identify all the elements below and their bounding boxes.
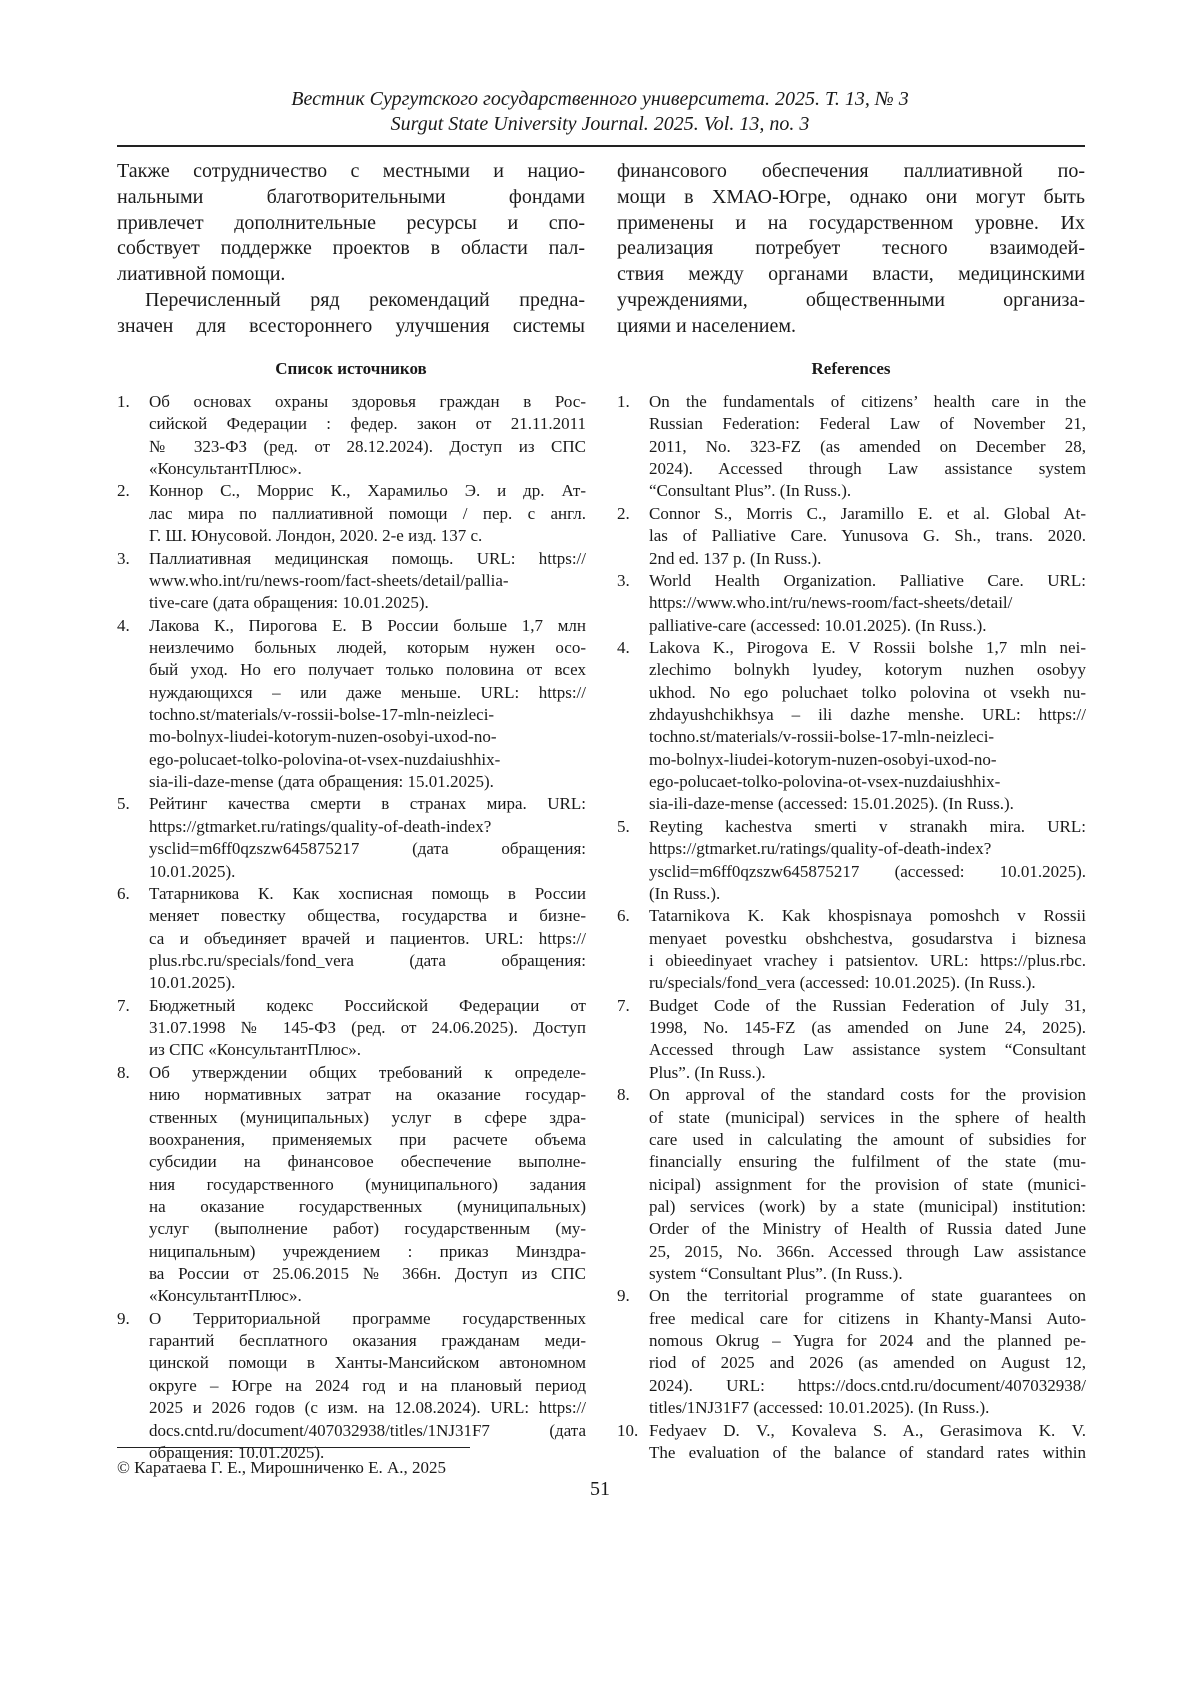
reference-line: 2nd ed. 137 p. (In Russ.). xyxy=(649,548,1086,570)
reference-line: (In Russ.). xyxy=(649,883,1086,905)
paragraph-line: ствия между органами власти, медицинскими xyxy=(617,262,1085,288)
reference-line: нию нормативных затрат на оказание государ- xyxy=(149,1084,586,1106)
reference-line: https://www.who.int/ru/news-room/fact-sheets/detail/ xyxy=(649,592,1086,614)
reference-line: Connor S., Morris C., Jaramillo E. et al. Global At- xyxy=(649,503,1086,525)
reference-line: system “Consultant Plus”. (In Russ.). xyxy=(649,1263,1086,1285)
reference-line: On approval of the standard costs for the provision xyxy=(649,1084,1086,1106)
reference-line: sia-ili-daze-mense (дата обращения: 15.01.2025). xyxy=(149,771,586,793)
reference-line: Об утверждении общих требований к определе- xyxy=(149,1062,586,1084)
reference-line: ния государственного (муниципального) задания xyxy=(149,1174,586,1196)
reference-line: О Территориальной программе государственных xyxy=(149,1308,586,1330)
reference-line: nomous Okrug – Yugra for 2024 and the planned pe- xyxy=(649,1330,1086,1352)
reference-text xyxy=(149,391,586,480)
reference-number: 5. xyxy=(617,816,630,838)
reference-line: ниципальным) учреждением : приказ Минздра- xyxy=(149,1241,586,1263)
reference-line: nicipal) assignment for the provision of state (munici- xyxy=(649,1174,1086,1196)
reference-item xyxy=(117,883,586,995)
reference-line: округе – Югре на 2024 год и на плановый период xyxy=(149,1375,586,1397)
reference-line: www.who.int/ru/news-room/fact-sheets/detail/pallia- xyxy=(149,570,586,592)
reference-text xyxy=(649,503,1086,570)
reference-text xyxy=(149,548,586,615)
reference-line: ственных (муниципальных) услуг в сфере здра- xyxy=(149,1107,586,1129)
reference-line: Коннор С., Моррис К., Харамильо Э. и др. Ат- xyxy=(149,480,586,502)
reference-number: 7. xyxy=(617,995,630,1017)
reference-line: zhdayushchikhsya – ili dazhe menshe. URL: https:// xyxy=(649,704,1086,726)
reference-item xyxy=(117,391,586,480)
reference-line: Reyting kachestva smerti v stranakh mira. URL: xyxy=(649,816,1086,838)
reference-line: care used in calculating the amount of subsidies for xyxy=(649,1129,1086,1151)
reference-text xyxy=(649,391,1086,503)
reference-text xyxy=(649,1084,1086,1285)
reference-number: 1. xyxy=(117,391,130,413)
reference-line: las of Palliative Care. Yunusova G. Sh., trans. 2020. xyxy=(649,525,1086,547)
reference-line: № 323-ФЗ (ред. от 28.12.2024). Доступ из СПС xyxy=(149,436,586,458)
reference-line: 10.01.2025). xyxy=(149,861,586,883)
reference-line: «КонсультантПлюс». xyxy=(149,458,586,480)
reference-line: Russian Federation: Federal Law of November 21, xyxy=(649,413,1086,435)
reference-line: воохранения, применяемых при расчете объема xyxy=(149,1129,586,1151)
reference-line: titles/1NJ31F7 (accessed: 10.01.2025). (In Russ.). xyxy=(649,1397,1086,1419)
reference-number: 2. xyxy=(117,480,130,502)
reference-line: tochno.st/materials/v-rossii-bolse-17-mln-neizleci- xyxy=(149,704,586,726)
reference-item xyxy=(617,995,1086,1084)
reference-item xyxy=(617,391,1086,503)
reference-number: 7. xyxy=(117,995,130,1017)
reference-item xyxy=(617,637,1086,816)
reference-line: Plus”. (In Russ.). xyxy=(649,1062,1086,1084)
paragraph-line: нальными благотворительными фондами xyxy=(117,185,585,211)
reference-item xyxy=(617,905,1086,994)
reference-line: Г. Ш. Юнусовой. Лондон, 2020. 2-е изд. 137 с. xyxy=(149,525,586,547)
header-rule xyxy=(117,145,1085,147)
reference-line: са и объединяет врачей и пациентов. URL: https:// xyxy=(149,928,586,950)
reference-line: Об основах охраны здоровья граждан в Рос- xyxy=(149,391,586,413)
paragraph-line: собствует поддержке проектов в области пал- xyxy=(117,236,585,262)
reference-line: бый уход. Но его получает только половина от всех xyxy=(149,659,586,681)
reference-number: 4. xyxy=(617,637,630,659)
reference-line: zlechimo bolnykh lyudey, kotorym nuzhen osobyy xyxy=(649,659,1086,681)
reference-text xyxy=(149,1308,586,1465)
paragraph-line: учреждениями, общественными организа- xyxy=(617,288,1085,314)
reference-text xyxy=(149,793,586,882)
body-text-left xyxy=(117,159,585,340)
reference-line: ego-polucaet-tolko-polovina-ot-vsex-nuzdaiushhix- xyxy=(649,771,1086,793)
reference-line: free medical care for citizens in Khanty-Mansi Auto- xyxy=(649,1308,1086,1330)
reference-line: The evaluation of the balance of standard rates within xyxy=(649,1442,1086,1464)
reference-number: 5. xyxy=(117,793,130,815)
page-number: 51 xyxy=(0,1477,1200,1501)
reference-line: меняет повестку общества, государства и бизне- xyxy=(149,905,586,927)
reference-line: 2024). URL: https://docs.cntd.ru/document/407032938/ xyxy=(649,1375,1086,1397)
body-text-right xyxy=(617,159,1085,340)
reference-line: tochno.st/materials/v-rossii-bolse-17-mln-neizleci- xyxy=(649,726,1086,748)
reference-line: ysclid=m6ff0qzszw645875217 (accessed: 10.01.2025). xyxy=(649,861,1086,883)
reference-line: неизлечимо больных людей, которым нужен осо- xyxy=(149,637,586,659)
reference-item xyxy=(117,1308,586,1465)
reference-line: субсидии на финансовое обеспечение выполне- xyxy=(149,1151,586,1173)
reference-line: tive-care (дата обращения: 10.01.2025). xyxy=(149,592,586,614)
footnote-rule xyxy=(117,1447,470,1448)
reference-text xyxy=(649,1285,1086,1419)
reference-line: Татарникова К. Как хосписная помощь в России xyxy=(149,883,586,905)
reference-line: 2024). Accessed through Law assistance system xyxy=(649,458,1086,480)
reference-number: 3. xyxy=(117,548,130,570)
reference-text xyxy=(649,816,1086,905)
reference-line: цинской помощи в Ханты-Мансийском автономном xyxy=(149,1352,586,1374)
reference-line: Lakova K., Pirogova E. V Rossii bolshe 1,7 mln nei- xyxy=(649,637,1086,659)
reference-item xyxy=(617,1285,1086,1419)
reference-line: нуждающихся – или даже меньше. URL: https:// xyxy=(149,682,586,704)
reference-number: 1. xyxy=(617,391,630,413)
reference-number: 2. xyxy=(617,503,630,525)
reference-text xyxy=(149,1062,586,1308)
reference-number: 3. xyxy=(617,570,630,592)
paragraph-line: лиативной помощи. xyxy=(117,262,585,288)
reference-item xyxy=(117,480,586,547)
reference-number: 8. xyxy=(117,1062,130,1084)
reference-line: On the territorial programme of state guarantees on xyxy=(649,1285,1086,1307)
reference-line: Tatarnikova K. Kak khospisnaya pomoshch v Rossii xyxy=(649,905,1086,927)
reference-item xyxy=(617,1084,1086,1285)
reference-line: i obieedinyaet vrachey i patsientov. URL: https://plus.rbc. xyxy=(649,950,1086,972)
reference-line: Order of the Ministry of Health of Russia dated June xyxy=(649,1218,1086,1240)
reference-line: 2025 и 2026 годов (с изм. на 12.08.2024). URL: https:// xyxy=(149,1397,586,1419)
reference-line: docs.cntd.ru/document/407032938/titles/1NJ31F7 (дата xyxy=(149,1420,586,1442)
reference-number: 6. xyxy=(617,905,630,927)
reference-line: menyaet povestku obshchestva, gosudarstva i biznesa xyxy=(649,928,1086,950)
reference-line: “Consultant Plus”. (In Russ.). xyxy=(649,480,1086,502)
reference-item xyxy=(117,1062,586,1308)
reference-line: 1998, No. 145-FZ (as amended on June 24, 2025). xyxy=(649,1017,1086,1039)
reference-line: лас мира по паллиативной помощи / пер. с англ. xyxy=(149,503,586,525)
paragraph-line: применены и на государственном уровне. Их xyxy=(617,211,1085,237)
reference-line: Accessed through Law assistance system “Consultant xyxy=(649,1039,1086,1061)
reference-item xyxy=(617,816,1086,905)
reference-item xyxy=(617,570,1086,637)
paragraph-line: мощи в ХМАО-Югре, однако они могут быть xyxy=(617,185,1085,211)
reference-line: ego-polucaet-tolko-polovina-ot-vsex-nuzdaiushhix- xyxy=(149,749,586,771)
paragraph-line: Перечисленный ряд рекомендаций предна- xyxy=(117,288,585,314)
journal-title-en: Surgut State University Journal. 2025. Vol. 13, no. 3 xyxy=(0,112,1200,137)
reference-line: Рейтинг качества смерти в странах мира. URL: xyxy=(149,793,586,815)
reference-line: Бюджетный кодекс Российской Федерации от xyxy=(149,995,586,1017)
reference-line: https://gtmarket.ru/ratings/quality-of-death-index? xyxy=(649,838,1086,860)
reference-text xyxy=(149,995,586,1062)
reference-line: ukhod. No ego poluchaet tolko polovina ot vsekh nu- xyxy=(649,682,1086,704)
reference-line: Паллиативная медицинская помощь. URL: https:// xyxy=(149,548,586,570)
reference-item xyxy=(117,615,586,794)
reference-line: financially ensuring the fulfilment of the state (mu- xyxy=(649,1151,1086,1173)
reference-line: «КонсультантПлюс». xyxy=(149,1285,586,1307)
reference-line: гарантий бесплатного оказания гражданам меди- xyxy=(149,1330,586,1352)
references-heading-ru: Список источников xyxy=(116,358,586,380)
reference-line: pal) services (work) by a state (municipal) institution: xyxy=(649,1196,1086,1218)
reference-text xyxy=(649,637,1086,816)
reference-line: ysclid=m6ff0qzszw645875217 (дата обращения: xyxy=(149,838,586,860)
reference-text xyxy=(649,570,1086,637)
paragraph-line: значен для всестороннего улучшения системы xyxy=(117,314,585,340)
reference-text xyxy=(649,905,1086,994)
reference-text xyxy=(149,480,586,547)
reference-number: 9. xyxy=(117,1308,130,1330)
paragraph-line: циями и населением. xyxy=(617,314,1085,340)
reference-text xyxy=(149,883,586,995)
reference-line: 10.01.2025). xyxy=(149,972,586,994)
paragraph-line: привлечет дополнительные ресурсы и спо- xyxy=(117,211,585,237)
reference-number: 6. xyxy=(117,883,130,905)
reference-line: World Health Organization. Palliative Care. URL: xyxy=(649,570,1086,592)
reference-item xyxy=(117,995,586,1062)
reference-line: Лакова К., Пирогова Е. В России больше 1,7 млн xyxy=(149,615,586,637)
reference-line: of state (municipal) services in the sphere of health xyxy=(649,1107,1086,1129)
reference-line: Fedyaev D. V., Kovaleva S. A., Gerasimova K. V. xyxy=(649,1420,1086,1442)
reference-line: sia-ili-daze-mense (accessed: 15.01.2025). (In Russ.). xyxy=(649,793,1086,815)
reference-line: услуг (выполнение работ) государственным (му- xyxy=(149,1218,586,1240)
reference-line: 25, 2015, No. 366n. Accessed through Law assistance xyxy=(649,1241,1086,1263)
reference-item xyxy=(617,1420,1086,1465)
reference-number: 8. xyxy=(617,1084,630,1106)
reference-item xyxy=(117,548,586,615)
reference-line: mo-bolnyx-liudei-kotorym-nuzen-osobyi-uxod-no- xyxy=(649,749,1086,771)
paragraph-line: Также сотрудничество с местными и нацио- xyxy=(117,159,585,185)
reference-line: 31.07.1998 № 145-ФЗ (ред. от 24.06.2025). Доступ xyxy=(149,1017,586,1039)
reference-line: ru/specials/fond_vera (accessed: 10.01.2025). (In Russ.). xyxy=(649,972,1086,994)
reference-line: из СПС «КонсультантПлюс». xyxy=(149,1039,586,1061)
reference-list-ru xyxy=(117,391,586,1464)
reference-line: palliative-care (accessed: 10.01.2025). (In Russ.). xyxy=(649,615,1086,637)
reference-number: 10. xyxy=(617,1420,638,1442)
reference-number: 9. xyxy=(617,1285,630,1307)
reference-line: на оказание государственных (муниципальных) xyxy=(149,1196,586,1218)
paragraph-line: финансового обеспечения паллиативной по- xyxy=(617,159,1085,185)
copyright-footnote: © Каратаева Г. Е., Мирошниченко Е. А., 2025 xyxy=(117,1457,446,1479)
reference-list-en xyxy=(617,391,1086,1464)
reference-number: 4. xyxy=(117,615,130,637)
reference-line: https://gtmarket.ru/ratings/quality-of-death-index? xyxy=(149,816,586,838)
paragraph-line: реализация потребует тесного взаимодей- xyxy=(617,236,1085,262)
reference-text xyxy=(649,1420,1086,1465)
reference-text xyxy=(149,615,586,794)
reference-line: mo-bolnyx-liudei-kotorym-nuzen-osobyi-uxod-no- xyxy=(149,726,586,748)
reference-line: Budget Code of the Russian Federation of July 31, xyxy=(649,995,1086,1017)
references-heading-en: References xyxy=(616,358,1086,380)
reference-line: riod of 2025 and 2026 (as amended on August 12, xyxy=(649,1352,1086,1374)
reference-line: 2011, No. 323-FZ (as amended on December 28, xyxy=(649,436,1086,458)
reference-text xyxy=(649,995,1086,1084)
reference-line: plus.rbc.ru/specials/fond_vera (дата обращения: xyxy=(149,950,586,972)
reference-line: On the fundamentals of citizens’ health care in the xyxy=(649,391,1086,413)
reference-line: ва России от 25.06.2015 № 366н. Доступ из СПС xyxy=(149,1263,586,1285)
journal-title-ru: Вестник Сургутского государственного университета. 2025. Т. 13, № 3 xyxy=(0,87,1200,112)
reference-item xyxy=(617,503,1086,570)
reference-line: обращения: 10.01.2025). xyxy=(149,1442,586,1464)
reference-item xyxy=(117,793,586,882)
reference-line: сийской Федерации : федер. закон от 21.11.2011 xyxy=(149,413,586,435)
